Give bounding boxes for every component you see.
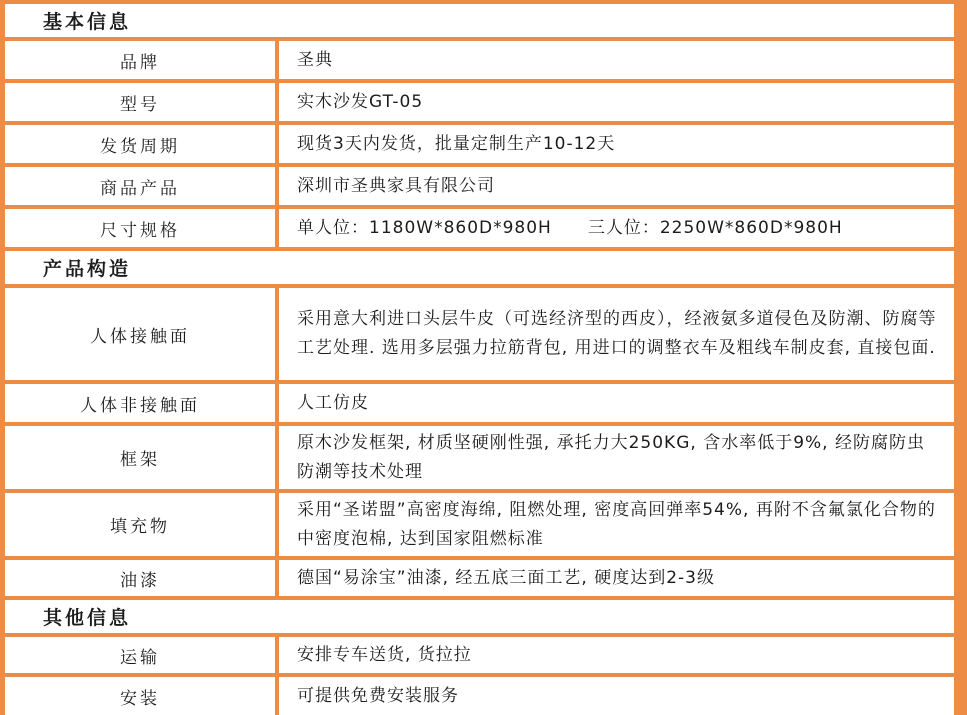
section-title: 其他信息 [5,600,954,633]
row-value: 采用“圣诺盟”高密度海绵, 阻燃处理, 密度高回弹率54%, 再附不含氟氯化合物的中密度泡棉, 达到国家阻燃标准 [279,493,954,556]
row-label: 运输 [5,637,275,673]
row-label: 发货周期 [5,125,275,163]
row-value: 实木沙发GT-05 [279,83,954,121]
row-label: 尺寸规格 [5,209,275,247]
row-value: 采用意大利进口头层牛皮（可选经济型的西皮），经液氨多道侵色及防潮、防腐等工艺处理. 选用多层强力拉筋背包, 用进口的调整衣车及粗线车制皮套, 直接包面. [279,288,954,380]
row-value: 现货3天内发货，批量定制生产10-12天 [279,125,954,163]
row-label: 安装 [5,677,275,715]
row-delivery-period [5,125,954,163]
row-manufacturer [5,167,954,205]
row-value: 原木沙发框架, 材质坚硬刚性强, 承托力大250KG, 含水率低于9%, 经防腐防虫防潮等技术处理 [279,426,954,489]
section-title: 产品构造 [5,251,954,284]
row-value: 深圳市圣典家具有限公司 [279,167,954,205]
row-label: 人体非接触面 [5,384,275,422]
row-label: 填充物 [5,493,275,556]
row-label: 品牌 [5,41,275,79]
row-label: 框架 [5,426,275,489]
row-value: 人工仿皮 [279,384,954,422]
row-value: 德国“易涂宝”油漆, 经五底三面工艺, 硬度达到2-3级 [279,560,954,596]
row-filling [5,493,954,556]
row-value: 可提供免费安装服务 [279,677,954,715]
row-frame [5,426,954,489]
section-basic-info [5,4,954,37]
row-dimensions [5,209,954,247]
row-installation [5,677,954,715]
row-label: 人体接触面 [5,288,275,380]
row-value: 安排专车送货, 货拉拉 [279,637,954,673]
row-value: 单人位：1180W*860D*980H 三人位：2250W*860D*980H [279,209,954,247]
row-non-contact-surface [5,384,954,422]
section-title: 基本信息 [5,4,954,37]
row-brand [5,41,954,79]
row-model [5,83,954,121]
section-other-info [5,600,954,633]
row-label: 油漆 [5,560,275,596]
row-value: 圣典 [279,41,954,79]
row-label: 型号 [5,83,275,121]
row-paint [5,560,954,596]
row-label: 商品产品 [5,167,275,205]
row-shipping [5,637,954,673]
row-contact-surface [5,288,954,380]
section-construction [5,251,954,284]
